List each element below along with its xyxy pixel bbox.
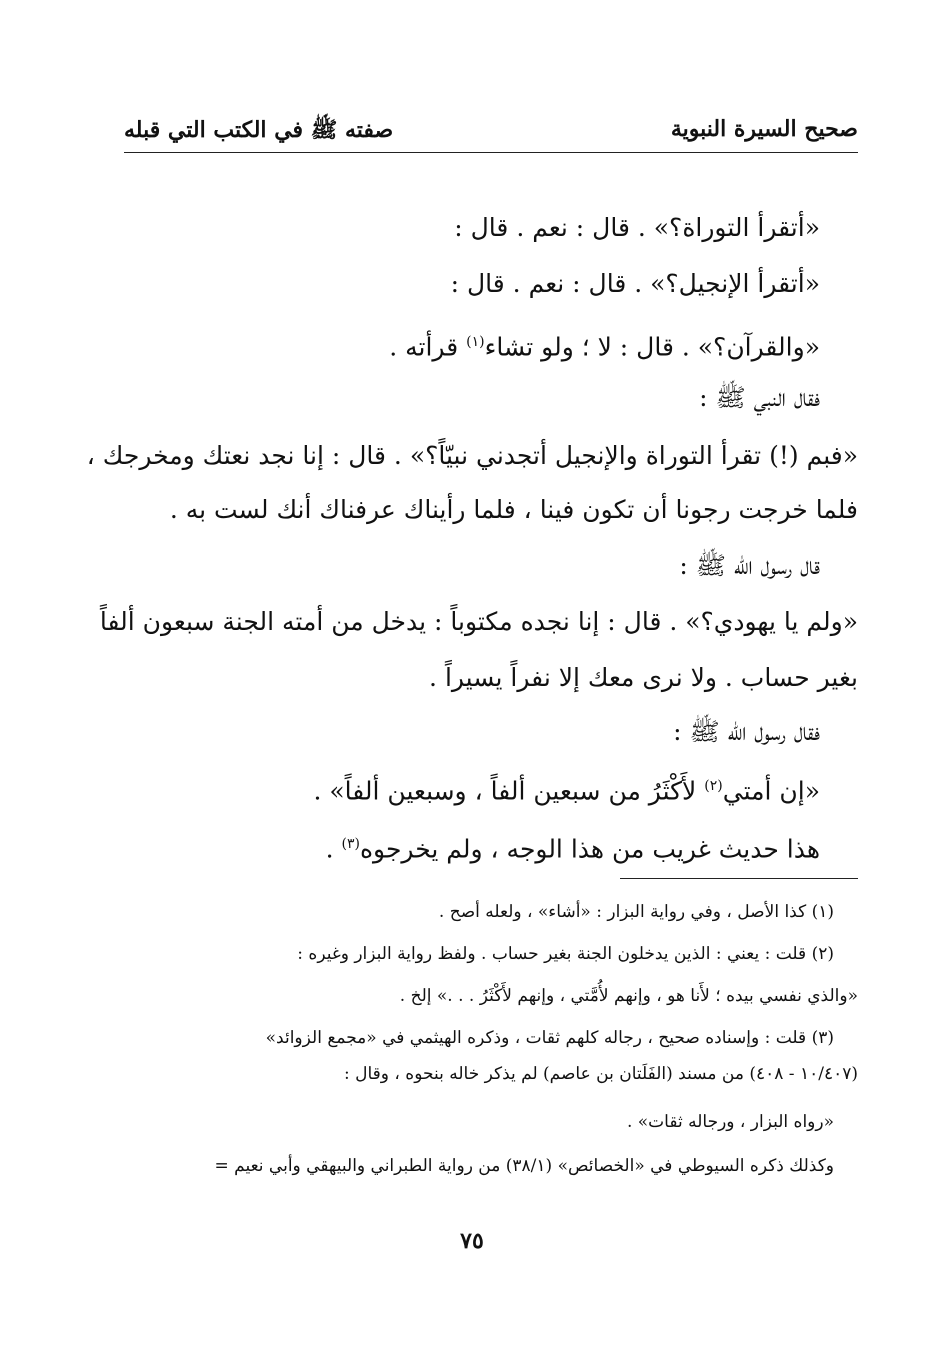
book-title: صحيح السيرة النبوية: [670, 116, 858, 142]
running-header: [124, 112, 858, 153]
body-line: قال رسول الله ﷺ :: [679, 551, 820, 580]
body-line: فقال رسول الله ﷺ :: [673, 717, 820, 746]
footnote-2: (٢) قلت : يعني : الذين يدخلون الجنة بغير حساب . ولفظ رواية البزار وغيره :: [297, 944, 834, 964]
footnote-separator: [620, 878, 858, 879]
footnote-3-quote: «رواه البزار ، ورجاله ثقات» .: [626, 1112, 834, 1132]
footnote-ref: (١): [466, 334, 485, 350]
body-line: «فبم (!) تقرأ التوراة والإنجيل أتجدني نبيّاً؟» . قال : إنا نجد نعتك ومخرجك ،: [86, 441, 858, 470]
footnote-2-continuation: «والذي نفسي بيده ؛ لأَنا هو ، وإنهم لأُمَّتي ، وإنهم لأَكْثَرُ . . .» إلخ .: [399, 986, 858, 1006]
footnote-3-continuation: (١٠/٤٠٧ - ٤٠٨) من مسند (الفَلَتان بن عاصم) لم يذكر خاله بنحوه ، وقال :: [344, 1064, 858, 1084]
footnote-3-continued: وكذلك ذكره السيوطي في «الخصائص» (٣٨/١) من رواية الطبراني والبيهقي وأبي نعيم =: [214, 1156, 834, 1176]
body-line: «ولم يا يهودي؟» . قال : إنا نجده مكتوباً : يدخل من أمته الجنة سبعون ألفاً: [99, 607, 858, 636]
body-line: «والقرآن؟» . قال : لا ؛ ولو تشاء$^{(١)}$ قرأته .: [389, 332, 820, 362]
footnote-3: (٣) قلت : وإسناده صحيح ، رجاله كلهم ثقات ، وذكره الهيثمي في «مجمع الزوائد»: [265, 1028, 834, 1048]
footnote-1: (١) كذا الأصل ، وفي رواية البزار : «أشاء» ، ولعله أصح .: [438, 902, 834, 922]
body-line: «أتقرأ الإنجيل؟» . قال : نعم . قال :: [450, 269, 820, 298]
chapter-title: صفته ﷺ في الكتب التي قبله: [124, 117, 394, 143]
footnote-ref: (٢): [704, 778, 723, 794]
body-line: «أتقرأ التوراة؟» . قال : نعم . قال :: [454, 213, 820, 242]
page-number: ٧٥: [460, 1228, 484, 1254]
body-line: فقال النبي ﷺ :: [699, 383, 820, 412]
body-line: فلما خرجت رجونا أن تكون فينا ، فلما رأيناك عرفناك أنك لست به .: [169, 495, 858, 524]
body-line: هذا حديث غريب من هذا الوجه ، ولم يخرجوه$^{(٣)}$ .: [325, 834, 820, 864]
body-line: بغير حساب . ولا نرى معك إلا نفراً يسيراً .: [429, 663, 858, 692]
footnote-ref: (٣): [341, 836, 360, 852]
body-line: «إن أمتي$^{(٢)}$ لأَكْثَرُ من سبعين ألفاً ، وسبعين ألفاً» .: [313, 776, 820, 806]
